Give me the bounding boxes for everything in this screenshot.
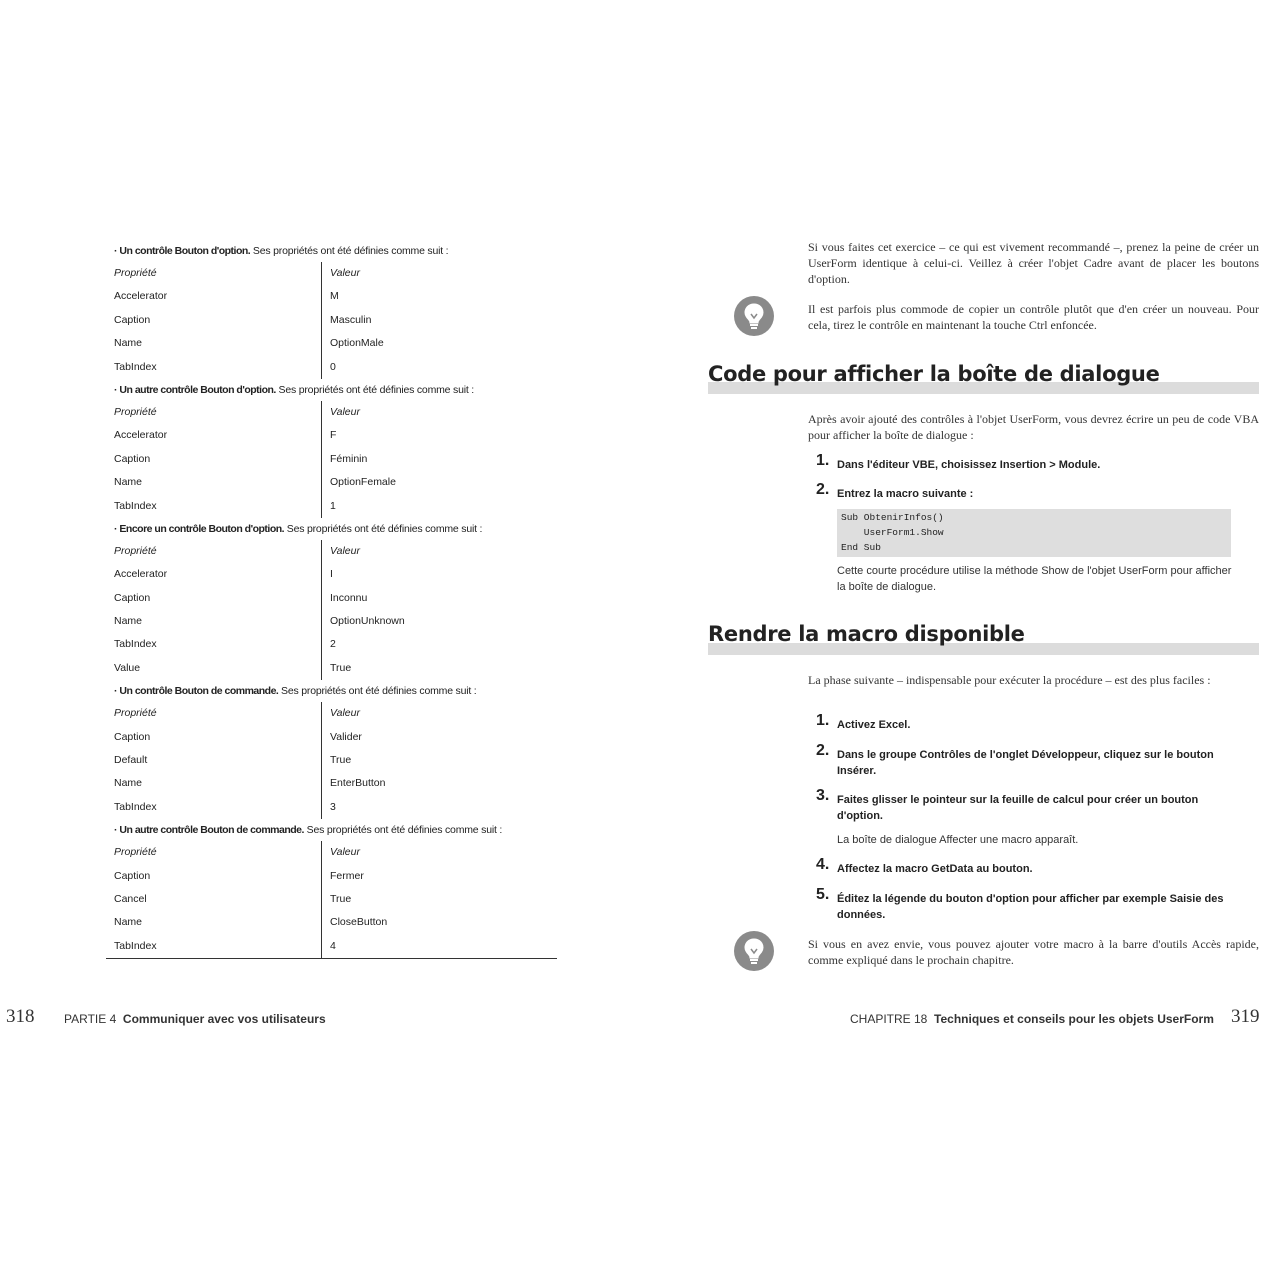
- block-intro: · Un autre contrôle Bouton de commande. Ses propriétés ont été définies comme suit :: [114, 824, 503, 837]
- step-number: 4.: [816, 856, 830, 873]
- step-text: Dans l'éditeur VBE, choisissez Insertion > Module.: [837, 459, 1101, 471]
- block-intro: · Encore un contrôle Bouton d'option. Ses propriétés ont été définies comme suit :: [114, 522, 483, 535]
- table-row: Value True: [106, 657, 557, 680]
- paragraph: Après avoir ajouté des contrôles à l'objet UserForm, vous devrez écrire un peu de code VBA pour afficher la boîte de dialogue :: [808, 412, 1259, 442]
- tip-text: Si vous en avez envie, vous pouvez ajouter votre macro à la barre d'outils Accès rapide, comme expliqué dans le prochain chapitre.: [808, 937, 1259, 967]
- table-row: Name OptionMale: [106, 332, 557, 355]
- table-header: Propriété Valeur: [106, 702, 557, 725]
- step-number: 1.: [816, 712, 830, 729]
- table-bottom-rule: [106, 958, 557, 959]
- property-block: [106, 518, 557, 680]
- step-number: 5.: [816, 886, 830, 903]
- property-block: [106, 680, 557, 819]
- block-intro: · Un contrôle Bouton de commande. Ses propriétés ont été définies comme suit :: [114, 685, 477, 698]
- table-row: Accelerator I: [106, 563, 557, 586]
- step-text: Entrez la macro suivante :: [837, 488, 974, 500]
- property-block: [106, 819, 557, 958]
- table-row: Caption Masculin: [106, 309, 557, 332]
- running-header: [850, 1012, 1214, 1026]
- table-row: Accelerator F: [106, 424, 557, 447]
- step-number: 2.: [816, 742, 830, 759]
- table-row: Name CloseButton: [106, 911, 557, 934]
- table-header: Propriété Valeur: [106, 262, 557, 285]
- table-row: Accelerator M: [106, 285, 557, 308]
- table-row: Caption Fermer: [106, 865, 557, 888]
- table-row: TabIndex 2: [106, 633, 557, 656]
- step-note: Cette courte procédure utilise la méthode Show de l'objet UserForm pour afficher la boîte de dialogue.: [837, 565, 1232, 593]
- step-number: 2.: [816, 481, 830, 498]
- property-block: [106, 240, 557, 379]
- table-row: TabIndex 1: [106, 495, 557, 518]
- property-block: [106, 379, 557, 518]
- right-page: [632, 0, 1264, 1264]
- table-row: Name OptionUnknown: [106, 610, 557, 633]
- table-row: Caption Féminin: [106, 448, 557, 471]
- step-number: 1.: [816, 452, 830, 469]
- tip-lightbulb-icon: [734, 296, 774, 336]
- intro-paragraph: Si vous faites cet exercice – ce qui est vivement recommandé –, prenez la peine de créer un UserForm identique à celui-ci. Veillez à créer l'objet Cadre avant de placer les boutons d'option.: [808, 240, 1259, 286]
- table-row: Caption Inconnu: [106, 587, 557, 610]
- table-row: Default True: [106, 749, 557, 772]
- part-title: Communiquer avec vos utilisateurs: [122, 1012, 326, 1026]
- code-block: Sub ObtenirInfos() UserForm1.Show End Sub: [837, 509, 1231, 557]
- step-text: Activez Excel.: [837, 719, 911, 731]
- table-header: Propriété Valeur: [106, 401, 557, 424]
- table-header: Propriété Valeur: [106, 841, 557, 864]
- table-header: Propriété Valeur: [106, 540, 557, 563]
- page-number: 318: [6, 1006, 35, 1027]
- property-tables: [106, 240, 557, 959]
- chapter-title: Techniques et conseils pour les objets UserForm: [934, 1012, 1214, 1026]
- section-heading: Rendre la macro disponible: [708, 622, 1025, 646]
- running-header: [64, 1012, 326, 1026]
- table-row: TabIndex 0: [106, 356, 557, 379]
- paragraph: La phase suivante – indispensable pour exécuter la procédure – est des plus faciles :: [808, 673, 1211, 687]
- block-intro: · Un contrôle Bouton d'option. Ses propriétés ont été définies comme suit :: [114, 245, 449, 257]
- step-number: 3.: [816, 787, 830, 804]
- step-text: Dans le groupe Contrôles de l'onglet Développeur, cliquez sur le bouton Insérer.: [837, 749, 1214, 777]
- step-text: Faites glisser le pointeur sur la feuille de calcul pour créer un bouton d'option.: [837, 794, 1199, 822]
- step-note: La boîte de dialogue Affecter une macro apparaît.: [837, 834, 1079, 846]
- chapter-label: CHAPITRE 18: [850, 1012, 928, 1026]
- page-number: 319: [1231, 1006, 1260, 1027]
- table-row: Name EnterButton: [106, 772, 557, 795]
- step-text: Affectez la macro GetData au bouton.: [837, 863, 1033, 875]
- table-row: Caption Valider: [106, 726, 557, 749]
- section-heading: Code pour afficher la boîte de dialogue: [708, 362, 1160, 386]
- block-intro: · Un autre contrôle Bouton d'option. Ses propriétés ont été définies comme suit :: [114, 383, 474, 396]
- table-row: Name OptionFemale: [106, 471, 557, 494]
- tip-lightbulb-icon: [734, 931, 774, 971]
- table-row: TabIndex 4: [106, 935, 557, 958]
- table-row: Cancel True: [106, 888, 557, 911]
- step-text: Éditez la légende du bouton d'option pour afficher par exemple Saisie des données.: [837, 893, 1224, 921]
- tip-text: Il est parfois plus commode de copier un contrôle plutôt que d'en créer un nouveau. Pour cela, tirez le contrôle en maintenant la touche Ctrl enfoncée.: [808, 302, 1259, 332]
- part-label: PARTIE 4: [64, 1012, 117, 1026]
- table-row: TabIndex 3: [106, 796, 557, 819]
